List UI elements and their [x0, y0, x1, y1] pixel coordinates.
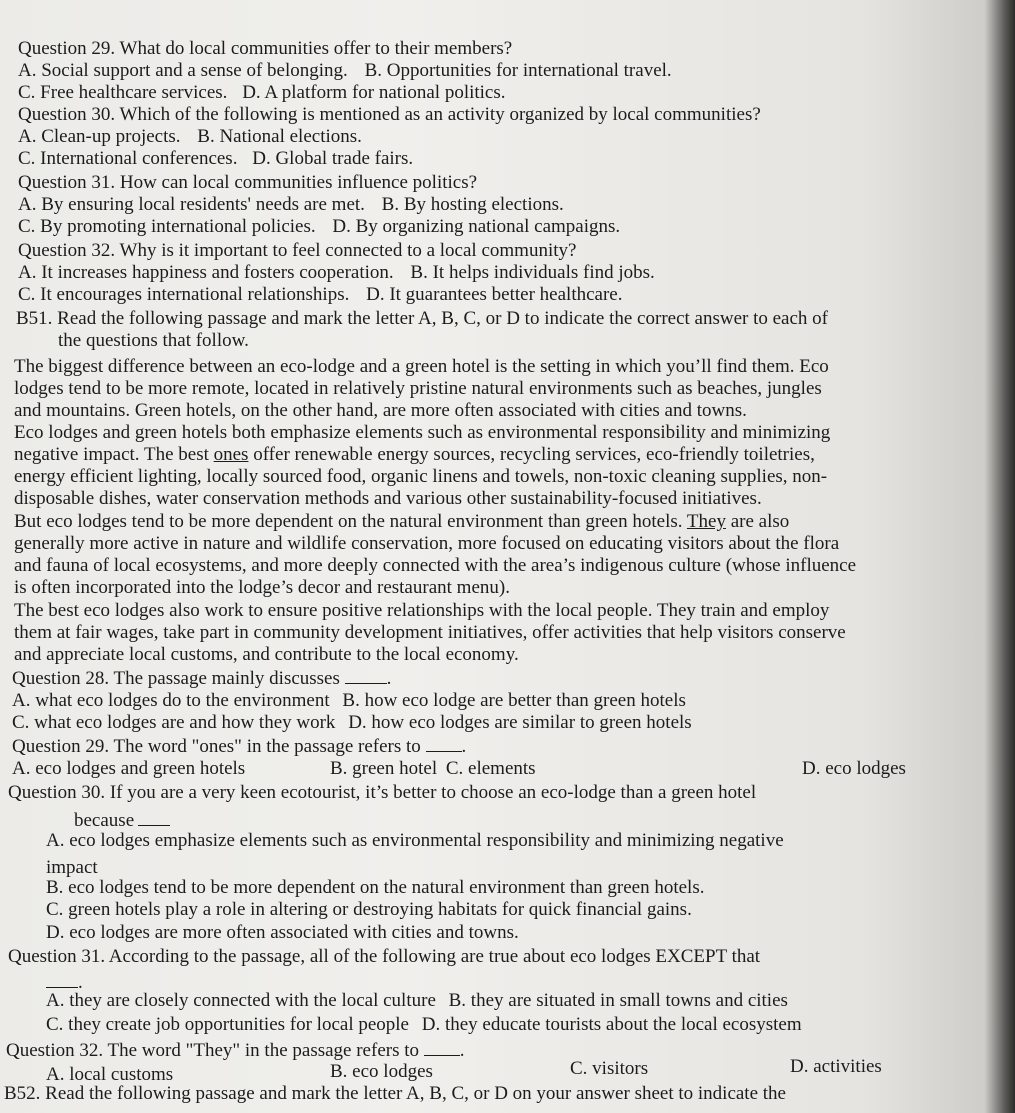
passage-p1-line-1: The biggest difference between an eco-lodge and a green hotel is the setting in which you’ll find them. Eco — [14, 356, 829, 377]
top-q29-options-row-2 — [18, 82, 506, 103]
passage-p2-line-4: disposable dishes, water conservation methods and various other sustainability-focused initiatives. — [14, 488, 762, 509]
q28-options-row-2 — [12, 712, 692, 733]
q28-stem-period: . — [386, 668, 392, 689]
passage-p4-line-2: them at fair wages, take part in community development initiatives, offer activities that help visitors conserve — [14, 622, 846, 643]
q28-stem — [12, 668, 391, 689]
q28-stem-text: Question 28. The passage mainly discusses — [12, 668, 340, 689]
q32-option-b: B. eco lodges — [330, 1061, 433, 1082]
q32-stem-text: Question 32. The word "They" in the passage refers to — [6, 1040, 419, 1061]
q31-stem: Question 31. According to the passage, all of the following are true about eco lodges EXCEPT that — [8, 946, 761, 967]
top-q31-options-row-1 — [18, 194, 564, 215]
q32-stem — [6, 1040, 465, 1061]
top-q32-options-row-1 — [18, 262, 655, 283]
q30-stem-cont — [74, 810, 170, 831]
answer-blank — [426, 737, 462, 752]
q28-option-c: C. what eco lodges are and how they work — [12, 712, 336, 733]
b51-instruction: B51. Read the following passage and mark the letter A, B, C, or D to indicate the correct answer to each of — [16, 308, 828, 329]
top-q30-options-row-2 — [18, 148, 413, 169]
top-q32-option-c: C. It encourages international relationships. — [18, 284, 350, 305]
top-q30-options-row-1 — [18, 126, 362, 147]
q32-option-d: D. activities — [790, 1056, 882, 1077]
b51-instruction-cont: the questions that follow. — [58, 330, 249, 351]
q30-option-c: C. green hotels play a role in altering or destroying habitats for quick financial gains. — [46, 899, 692, 920]
answer-blank — [138, 811, 170, 826]
q29-option-b: B. green hotel — [330, 758, 438, 779]
q29-stem-period: . — [461, 736, 467, 757]
q29-stem — [12, 736, 466, 757]
q30-option-d: D. eco lodges are more often associated with cities and towns. — [46, 922, 519, 943]
q30-option-a-cont: impact — [46, 857, 98, 878]
q31-option-d: D. they educate tourists about the local ecosystem — [421, 1014, 802, 1035]
top-q29-options-row-1 — [18, 60, 672, 81]
b52-instruction: B52. Read the following passage and mark the letter A, B, C, or D on your answer sheet to indicate the — [4, 1083, 786, 1104]
q29-stem-text: Question 29. The word "ones" in the passage refers to — [12, 736, 421, 757]
passage-p4-line-1: The best eco lodges also work to ensure positive relationships with the local people. They train and employ — [14, 600, 830, 621]
top-q29-option-c: C. Free healthcare services. — [18, 82, 228, 103]
top-q30-option-d: D. Global trade fairs. — [252, 148, 414, 169]
q32-option-a: A. local customs — [46, 1064, 174, 1085]
underlined-word-they: They — [686, 511, 726, 532]
passage-text: offer renewable energy sources, recycling services, eco-friendly toiletries, — [248, 444, 815, 465]
passage-text: But eco lodges tend to be more dependent on the natural environment than green hotels. — [14, 511, 687, 532]
q31-option-a: A. they are closely connected with the local culture — [46, 990, 436, 1011]
passage-p1-line-3: and mountains. Green hotels, on the other hand, are more often associated with cities and towns. — [14, 400, 747, 421]
q31-option-b: B. they are situated in small towns and cities — [448, 990, 788, 1011]
passage-p3-line-3: and fauna of local ecosystems, and more deeply connected with the area’s indigenous culture (whose influence — [14, 555, 857, 576]
top-q32-stem: Question 32. Why is it important to feel connected to a local community? — [18, 240, 577, 261]
q28-options-row-1 — [12, 690, 686, 711]
top-q32-option-d: D. It guarantees better healthcare. — [366, 284, 623, 305]
top-q31-option-c: C. By promoting international policies. — [18, 216, 316, 237]
q32-stem-period: . — [459, 1040, 465, 1061]
top-q31-option-b: B. By hosting elections. — [381, 194, 564, 215]
top-q31-stem: Question 31. How can local communities influence politics? — [18, 172, 478, 193]
top-q29-option-d: D. A platform for national politics. — [242, 82, 506, 103]
top-q32-option-b: B. It helps individuals find jobs. — [410, 262, 655, 283]
top-q32-options-row-2 — [18, 284, 622, 305]
answer-blank — [345, 669, 387, 684]
underlined-word-ones: ones — [213, 444, 249, 465]
q28-option-b: B. how eco lodge are better than green hotels — [342, 690, 686, 711]
q30-stem-cont-text: because — [74, 810, 135, 831]
q30-stem: Question 30. If you are a very keen ecotourist, it’s better to choose an eco-lodge than a green hotel — [8, 782, 757, 803]
passage-p2-line-3: energy efficient lighting, locally sourced food, organic linens and towels, non-toxic cleaning supplies, non- — [14, 466, 828, 487]
top-q30-option-c: C. International conferences. — [18, 148, 238, 169]
q29-options-bc — [330, 758, 536, 779]
passage-p1-line-2: lodges tend to be more remote, located in relatively pristine natural environments such as beaches, jungles — [14, 378, 822, 399]
q31-options-row-2 — [46, 1014, 802, 1035]
top-q31-options-row-2 — [18, 216, 620, 237]
q30-option-b: B. eco lodges tend to be more dependent on the natural environment than green hotels. — [46, 877, 705, 898]
q31-option-c: C. they create job opportunities for local people — [46, 1014, 409, 1035]
passage-p2-line-1: Eco lodges and green hotels both emphasize elements such as environmental responsibility and minimizing — [14, 422, 831, 443]
passage-p2-line-2 — [14, 444, 815, 465]
q32-option-c: C. visitors — [570, 1058, 649, 1079]
top-q30-option-b: B. National elections. — [197, 126, 362, 147]
q28-option-d: D. how eco lodges are similar to green hotels — [348, 712, 692, 733]
answer-blank — [46, 973, 78, 988]
passage-p4-line-3: and appreciate local customs, and contribute to the local economy. — [14, 644, 519, 665]
top-q30-option-a: A. Clean-up projects. — [18, 126, 181, 147]
q31-blank-dot: . — [78, 972, 83, 993]
q29-option-d: D. eco lodges — [802, 758, 906, 779]
top-q30-stem: Question 30. Which of the following is mentioned as an activity organized by local communities? — [18, 104, 761, 125]
top-q29-option-a: A. Social support and a sense of belonging. — [18, 60, 348, 81]
top-q32-option-a: A. It increases happiness and fosters cooperation. — [18, 262, 394, 283]
passage-text: negative impact. The best — [14, 444, 214, 465]
q28-option-a: A. what eco lodges do to the environment — [12, 690, 330, 711]
passage-p3-line-2: generally more active in nature and wildlife conservation, more focused on educating visitors about the flora — [14, 533, 840, 554]
passage-p3-line-1 — [14, 511, 789, 532]
answer-blank — [424, 1041, 460, 1056]
passage-p3-line-4: is often incorporated into the lodge’s decor and restaurant menu). — [14, 577, 510, 598]
top-q31-option-a: A. By ensuring local residents' needs are met. — [18, 194, 365, 215]
q29-option-a: A. eco lodges and green hotels — [12, 758, 246, 779]
q31-options-row-1 — [46, 990, 788, 1011]
top-q29-option-b: B. Opportunities for international travel. — [364, 60, 672, 81]
q30-option-a: A. eco lodges emphasize elements such as environmental responsibility and minimizing negative — [46, 830, 784, 851]
q29-option-c: C. elements — [445, 758, 536, 779]
top-q31-option-d: D. By organizing national campaigns. — [332, 216, 621, 237]
passage-text: are also — [725, 511, 790, 532]
top-q29-stem: Question 29. What do local communities offer to their members? — [18, 38, 513, 59]
